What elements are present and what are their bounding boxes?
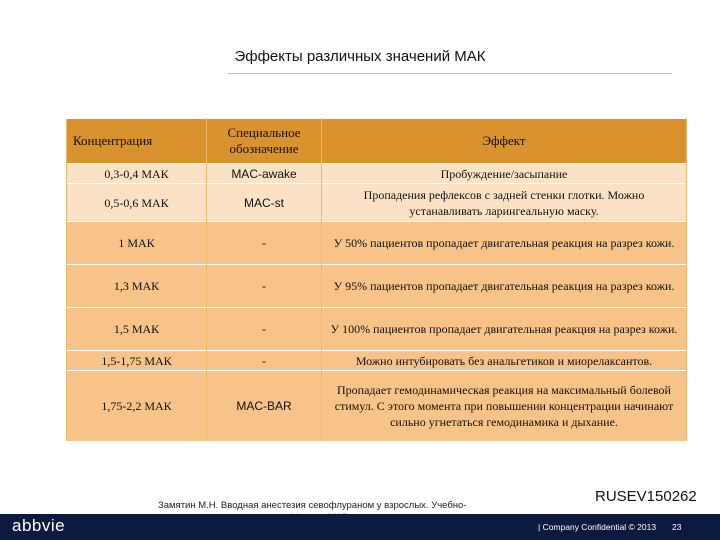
footer-bar — [0, 514, 720, 540]
reference-line-1: Замятин М.Н. Вводная анестезия севофлураном у взрослых. Учебно- — [158, 500, 467, 511]
cell-effect: Пропадает гемодинамическая реакция на максимальный болевой стимул. С этого момента при повышении концентрации начинают сильно угнетаться гемодинамика и дыхание. — [322, 371, 687, 442]
cell-concentration: 1,3 МАК — [67, 265, 207, 308]
table-row — [67, 308, 687, 351]
cell-designation: - — [207, 308, 322, 351]
cell-concentration: 0,5-0,6 МАК — [67, 184, 207, 222]
page-number: 23 — [672, 522, 682, 532]
cell-concentration: 1,5-1,75 МАК — [67, 351, 207, 371]
cell-designation: - — [207, 265, 322, 308]
header-designation: Специальное обозначение — [207, 119, 322, 164]
cell-designation: MAC-BAR — [207, 371, 322, 442]
cell-designation: MAC-awake — [207, 164, 322, 184]
document-code: RUSEV150262 — [595, 488, 697, 505]
table-row — [67, 184, 687, 222]
title-divider — [228, 73, 672, 74]
cell-effect: У 100% пациентов пропадает двигательная реакция на разрез кожи. — [322, 308, 687, 351]
abbvie-logo: abbvie — [12, 516, 66, 535]
table-row — [67, 371, 687, 442]
table-row — [67, 164, 687, 184]
mac-effects-table — [66, 118, 687, 441]
cell-effect: У 50% пациентов пропадает двигательная реакция на разрез кожи. — [322, 222, 687, 265]
confidential-notice: | Company Confidential © 2013 — [538, 522, 657, 532]
cell-designation: - — [207, 222, 322, 265]
cell-concentration: 0,3-0,4 МАК — [67, 164, 207, 184]
header-concentration: Концентрация — [67, 119, 207, 164]
table-row — [67, 222, 687, 265]
cell-effect: Пробуждение/засыпание — [322, 164, 687, 184]
cell-designation: - — [207, 351, 322, 371]
cell-concentration: 1,5 МАК — [67, 308, 207, 351]
cell-effect: Можно интубировать без анальгетиков и миорелаксантов. — [322, 351, 687, 371]
cell-concentration: 1 МАК — [67, 222, 207, 265]
header-effect: Эффект — [322, 119, 687, 164]
slide-title: Эффекты различных значений МАК — [234, 48, 486, 65]
cell-designation: MAC-st — [207, 184, 322, 222]
table-header-row — [67, 119, 687, 164]
cell-effect: У 95% пациентов пропадает двигательная реакция на разрез кожи. — [322, 265, 687, 308]
table-row — [67, 265, 687, 308]
table-row — [67, 351, 687, 371]
cell-concentration: 1,75-2,2 МАК — [67, 371, 207, 442]
cell-effect: Пропадения рефлексов с задней стенки глотки. Можно устанавливать ларингеальную маску. — [322, 184, 687, 222]
